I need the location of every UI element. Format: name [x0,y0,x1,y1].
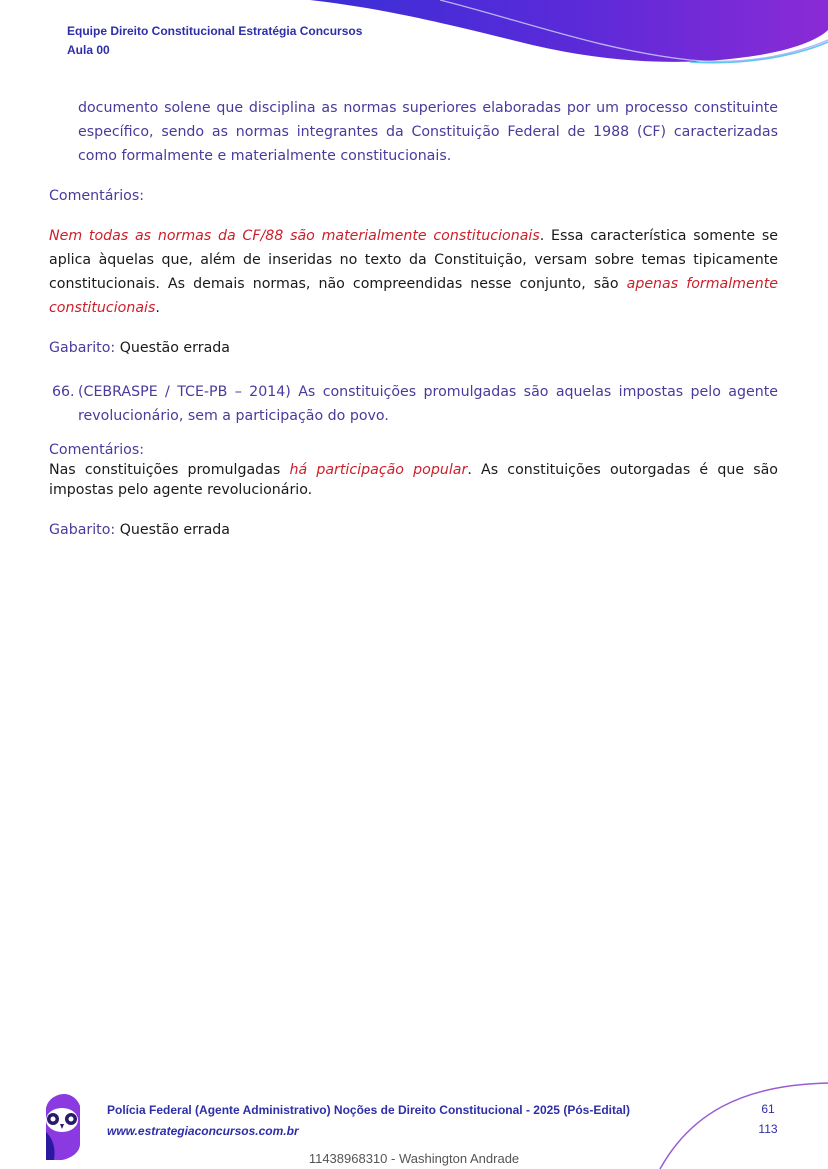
comment-body-end: . [155,300,160,316]
comment-label: Comentários: [49,188,145,204]
question-text: (CEBRASPE / TCE-PB – 2014) As constituições promulgadas são aquelas impostas pelo agente revolucionário, sem a participação do povo. [78,384,778,424]
licensed-user: 11438968310 - Washington Andrade [308,1151,520,1166]
comment-body-end: . As constituições outorgadas é que são impostas pelo agente revolucionário. [49,462,778,498]
answer-value: Questão errada [119,340,230,356]
page-number: 61 [761,1102,775,1116]
comment-body: Nas constituições promulgadas [49,462,290,478]
answer-key [49,518,778,542]
comment-label: Comentários: [49,442,145,458]
document-body [49,96,778,542]
comment-text [49,224,778,320]
question-number: 66. [52,384,75,400]
highlight-text: Nem todas as normas da CF/88 são materialmente constitucionais [49,228,540,244]
highlight-text: há participação popular [289,462,468,478]
highlight-text: apenas formalmente constitucionais [49,276,778,316]
comment-body: . Essa característica somente se aplica àquelas que, além de inseridas no texto da Constituição, versam sobre temas tipicamente constitucionais. As demais normas, não compreendidas nesse conjunto, são [49,228,778,292]
previous-question-tail: documento solene que disciplina as normas superiores elaboradas por um processo constituinte específico, sendo as normas integrantes da Constituição Federal de 1988 (CF) caracterizadas como formalmente e materialmente constitucionais. [78,100,778,164]
team-name: Equipe Direito Constitucional Estratégia Concursos [67,24,363,38]
comment-text [49,460,778,500]
website-link[interactable]: www.estrategiaconcursos.com.br [107,1124,299,1138]
document-header [67,22,362,60]
answer-label: Gabarito: [49,522,116,538]
course-title: Polícia Federal (Agente Administrativo) Noções de Direito Constitucional - 2025 (Pós-Edital) [107,1103,630,1117]
lesson-label: Aula 00 [67,43,110,57]
answer-label: Gabarito: [49,340,116,356]
total-pages: 113 [758,1122,778,1136]
answer-key [49,336,778,360]
answer-value: Questão errada [119,522,230,538]
question-66 [49,380,778,428]
